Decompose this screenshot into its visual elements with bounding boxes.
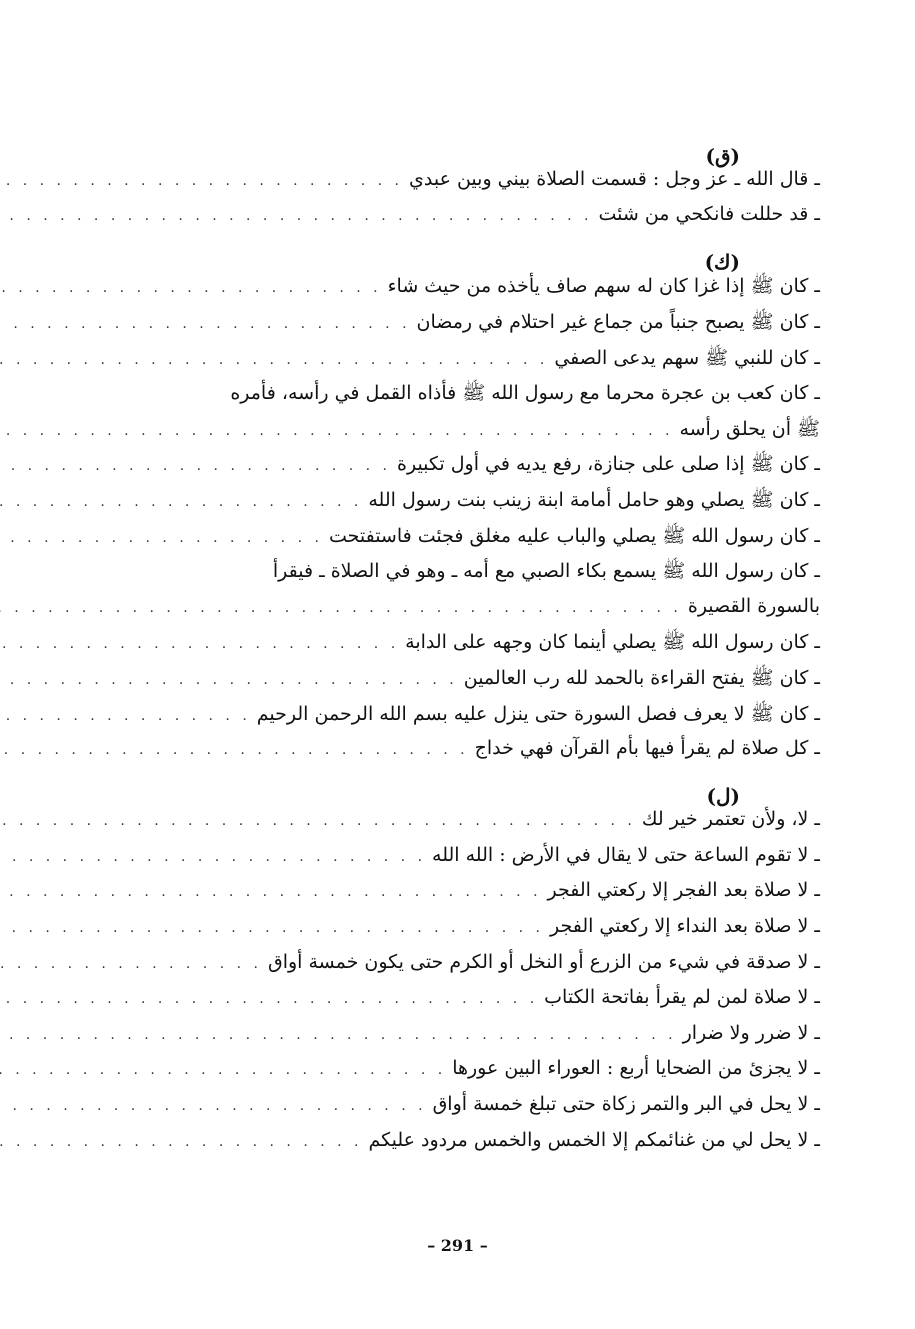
entry-text: ـ لا يحل في البر والتمر زكاة حتى تبلغ خمسة أواق [432,1093,820,1116]
index-entry [120,666,820,702]
dot-leader [0,708,257,724]
section-heading: (ل) [706,784,740,809]
dot-leader [0,1134,368,1150]
index-entry-continuation [120,595,820,631]
dot-leader [0,742,475,758]
index-entry-continuation [120,417,820,453]
index-entry [120,452,820,488]
index-entry [120,844,820,880]
section-heading: (ك) [704,250,740,275]
dot-leader [0,600,688,616]
dot-leader [0,352,554,368]
dot-leader [0,813,642,829]
entry-text-continuation: بالسورة القصيرة [687,594,820,617]
index-entry [120,168,820,204]
page-number: – 291 – [427,1236,488,1255]
dot-leader [0,208,598,224]
index-entry [120,879,820,915]
entry-text: ـ لا صلاة بعد الفجر إلا ركعتي الفجر [547,879,820,902]
index-entry [120,381,820,417]
dot-leader [0,530,329,546]
hadith-index [120,132,820,1164]
entry-text: ـ لا صلاة لمن لم يقرأ بفاتحة الكتاب [544,986,820,1009]
entry-text: ـ لا صلاة بعد النداء إلا ركعتي الفجر [549,915,820,938]
entry-text: ـ كان رسول الله ﷺ يصلي والباب عليه مغلق فجئت فاستفتحت [328,524,820,547]
entry-text: ـ لا يجزئ من الضحايا أربع : العوراء البين عورها [452,1057,820,1080]
index-entry [120,559,820,595]
dot-leader [0,636,405,652]
index-entry [120,524,820,560]
index-entry [120,1093,820,1129]
entry-text: ـ لا صدقة في شيء من الزرع أو النخل أو الكرم حتى يكون خمسة أواق [267,950,820,973]
dot-leader [0,884,548,900]
dot-leader [0,672,464,688]
entry-text: ـ كان ﷺ يصبح جنباً من جماع غير احتلام في رمضان [416,310,820,333]
dot-leader [0,991,544,1007]
index-entry [120,346,820,382]
entry-text: ـ كان ﷺ إذا صلى على جنازة، رفع يديه في أول تكبيرة [397,453,820,476]
entry-text: ـ لا ضرر ولا ضرار [682,1021,820,1044]
index-entry [120,1022,820,1058]
dot-leader [0,1027,683,1043]
entry-text: ـ كان كعب بن عجرة محرما مع رسول الله ﷺ فأذاه القمل في رأسه، فأمره [230,382,820,405]
dot-leader [0,173,409,189]
entry-text: ـ كان رسول الله ﷺ يسمع بكاء الصبي مع أمه ـ وهو في الصلاة ـ فيقرأ [272,560,820,583]
index-entry [120,951,820,987]
entry-text: ـ قد حللت فانكحي من شئت [598,203,820,226]
index-entry [120,274,820,310]
index-entry [120,915,820,951]
dot-leader [0,849,432,865]
entry-text: ـ كان ﷺ يفتح القراءة بالحمد لله رب العالمين [463,666,820,689]
index-entry [120,737,820,773]
index-entry [120,630,820,666]
entry-text: ـ قال الله ـ عز وجل : قسمت الصلاة بيني وبين عبدي [409,167,820,190]
entry-text: ـ لا يحل لي من غنائمكم إلا الخمس والخمس مردود عليكم [368,1128,820,1151]
entry-text: ـ كان للنبي ﷺ سهم يدعى الصفي [554,346,820,369]
dot-leader [0,956,268,972]
dot-leader [0,316,417,332]
entry-text: ـ كان ﷺ يصلي وهو حامل أمامة ابنة زينب بنت رسول الله [368,488,820,511]
entry-text: ـ لا، ولأن تعتمر خير لك [641,808,820,831]
entry-text: ـ كان ﷺ لا يعرف فصل السورة حتى ينزل عليه بسم الله الرحمن الرحيم [256,702,820,725]
entry-text: ـ لا تقوم الساعة حتى لا يقال في الأرض : الله الله [432,843,820,866]
index-entry [120,488,820,524]
dot-leader [0,494,368,510]
entry-text-continuation: ﷺ أن يحلق رأسه [679,417,820,440]
dot-leader [0,280,388,296]
index-entry [120,986,820,1022]
dot-leader [0,920,550,936]
index-entry [120,808,820,844]
index-entry [120,1057,820,1093]
dot-leader [0,1062,452,1078]
section-heading: (ق) [705,143,740,168]
dot-leader [0,423,679,439]
entry-text: ـ كل صلاة لم يقرأ فيها بأم القرآن فهي خداج [474,737,820,760]
dot-leader [0,458,397,474]
index-entry [120,702,820,738]
index-entry [120,203,820,239]
index-entry [120,310,820,346]
dot-leader [0,1098,433,1114]
index-entry [120,1129,820,1165]
entry-text: ـ كان رسول الله ﷺ يصلي أينما كان وجهه على الدابة [405,631,820,654]
entry-text: ـ كان ﷺ إذا غزا كان له سهم صاف يأخذه من حيث شاء [387,275,820,298]
